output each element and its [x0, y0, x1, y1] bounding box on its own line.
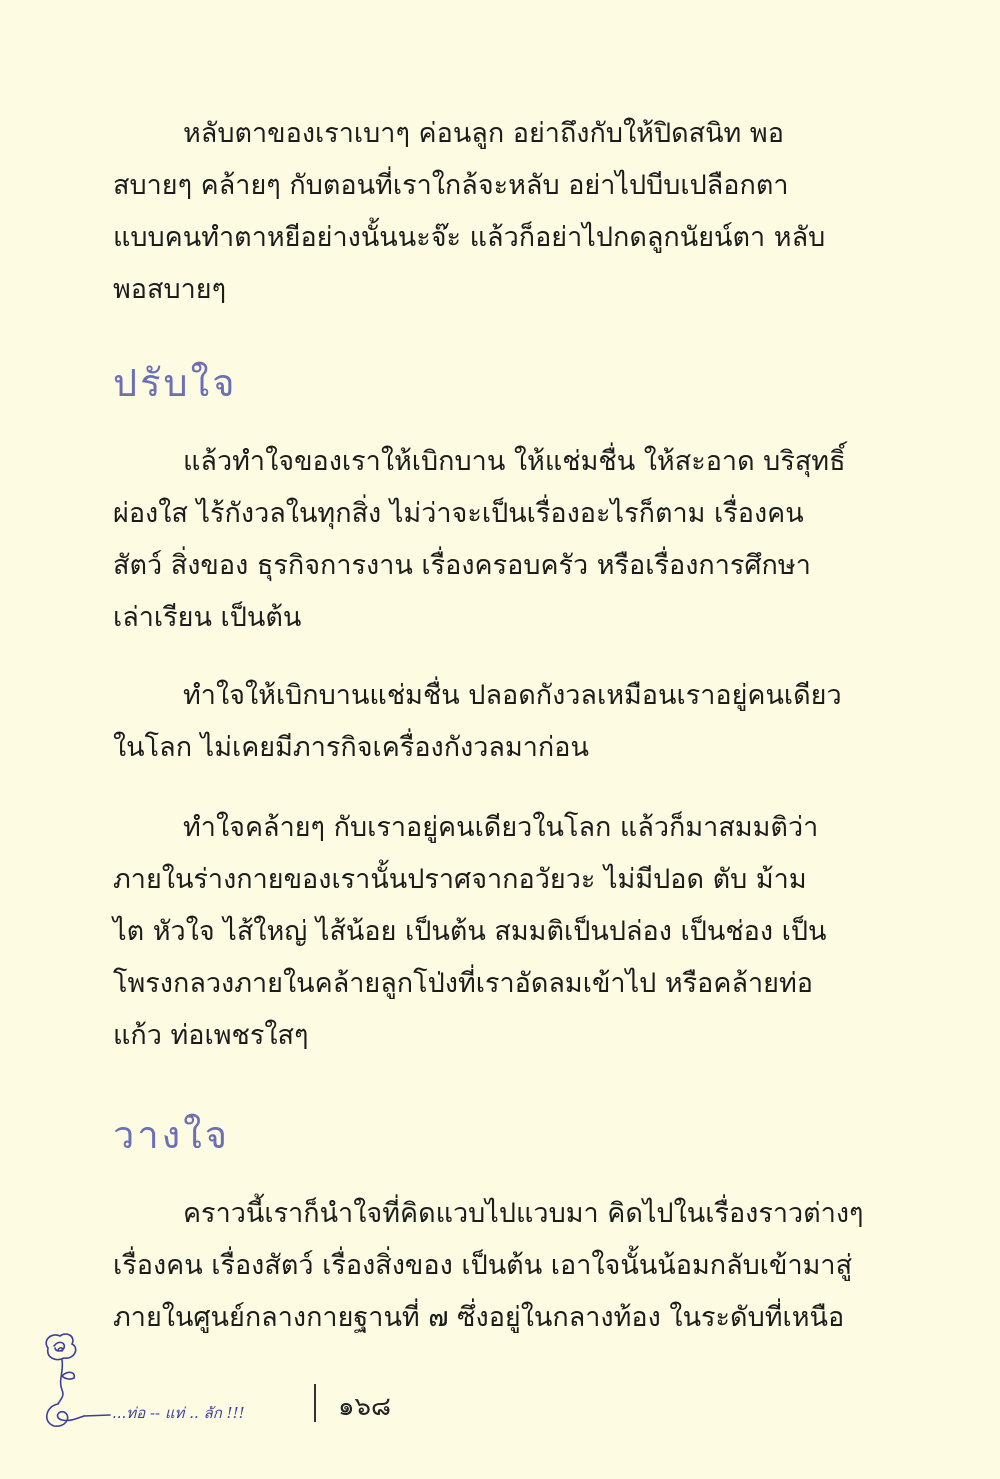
text-line: เรื่องคน เรื่องสัตว์ เรื่องสิ่งของ เป็นต้น เอาใจนั้นน้อมกลับเข้ามาสู่: [113, 1250, 853, 1281]
page-number: ๑๖๘: [338, 1392, 392, 1422]
section-heading-adjust-mind: ปรับใจ: [113, 361, 238, 405]
text-line: เล่าเรียน เป็นต้น: [113, 602, 302, 633]
text-line: พอสบายๆ: [113, 274, 227, 305]
footer-divider: [314, 1384, 316, 1422]
text-line: คราวนี้เราก็นำใจที่คิดแวบไปแวบมา คิดไปในเรื่องราวต่างๆ: [183, 1198, 864, 1229]
rose-signature-icon: [38, 1330, 298, 1440]
paragraph-joyful-mind: [113, 436, 887, 644]
text-line: ทำใจให้เบิกบานแช่มชื่น ปลอดกังวลเหมือนเราอยู่คนเดียว: [183, 680, 842, 711]
section-heading-place-mind: วางใจ: [113, 1113, 231, 1157]
text-line: ภายในร่างกายของเรานั้นปราศจากอวัยวะ ไม่มีปอด ตับ ม้าม: [113, 864, 807, 895]
text-line: แบบคนทำตาหยีอย่างนั้นนะจ๊ะ แล้วก็อย่าไปกดลูกนัยน์ตา หลับ: [113, 222, 826, 253]
rose-signature-logo: [38, 1330, 298, 1444]
paragraph-bring-mind-center: [113, 1188, 887, 1344]
text-line: ไต หัวใจ ไส้ใหญ่ ไส้น้อย เป็นต้น สมมติเป็นปล่อง เป็นช่อง เป็น: [113, 916, 827, 947]
text-line: ผ่องใส ไร้กังวลในทุกสิ่ง ไม่ว่าจะเป็นเรื่องอะไรก็ตาม เรื่องคน: [113, 498, 804, 529]
paragraph-hollow-body: [113, 802, 887, 1062]
text-line: ในโลก ไม่เคยมีภารกิจเครื่องกังวลมาก่อน: [113, 732, 589, 763]
signature-text: ...ท่อ -- แท่ .. ลัก !!!: [112, 1404, 245, 1422]
text-line: โพรงกลวงภายในคล้ายลูกโป่งที่เราอัดลมเข้าไป หรือคล้ายท่อ: [113, 968, 813, 999]
text-line: หลับตาของเราเบาๆ ค่อนลูก อย่าถึงกับให้ปิดสนิท พอ: [183, 118, 784, 149]
text-line: สบายๆ คล้ายๆ กับตอนที่เราใกล้จะหลับ อย่าไปบีบเปลือกตา: [113, 170, 789, 201]
text-line: แล้วทำใจของเราให้เบิกบาน ให้แช่มชื่น ให้สะอาด บริสุทธิ์: [183, 446, 846, 477]
text-line: ภายในศูนย์กลางกายฐานที่ ๗ ซึ่งอยู่ในกลางท้อง ในระดับที่เหนือ: [113, 1302, 845, 1333]
paragraph-alone-in-world: [113, 670, 887, 774]
text-line: สัตว์ สิ่งของ ธุรกิจการงาน เรื่องครอบครัว หรือเรื่องการศึกษา: [113, 550, 811, 581]
paragraph-close-eyes: [113, 108, 887, 316]
text-line: แก้ว ท่อเพชรใสๆ: [113, 1020, 309, 1051]
text-line: ทำใจคล้ายๆ กับเราอยู่คนเดียวในโลก แล้วก็มาสมมติว่า: [183, 812, 819, 843]
